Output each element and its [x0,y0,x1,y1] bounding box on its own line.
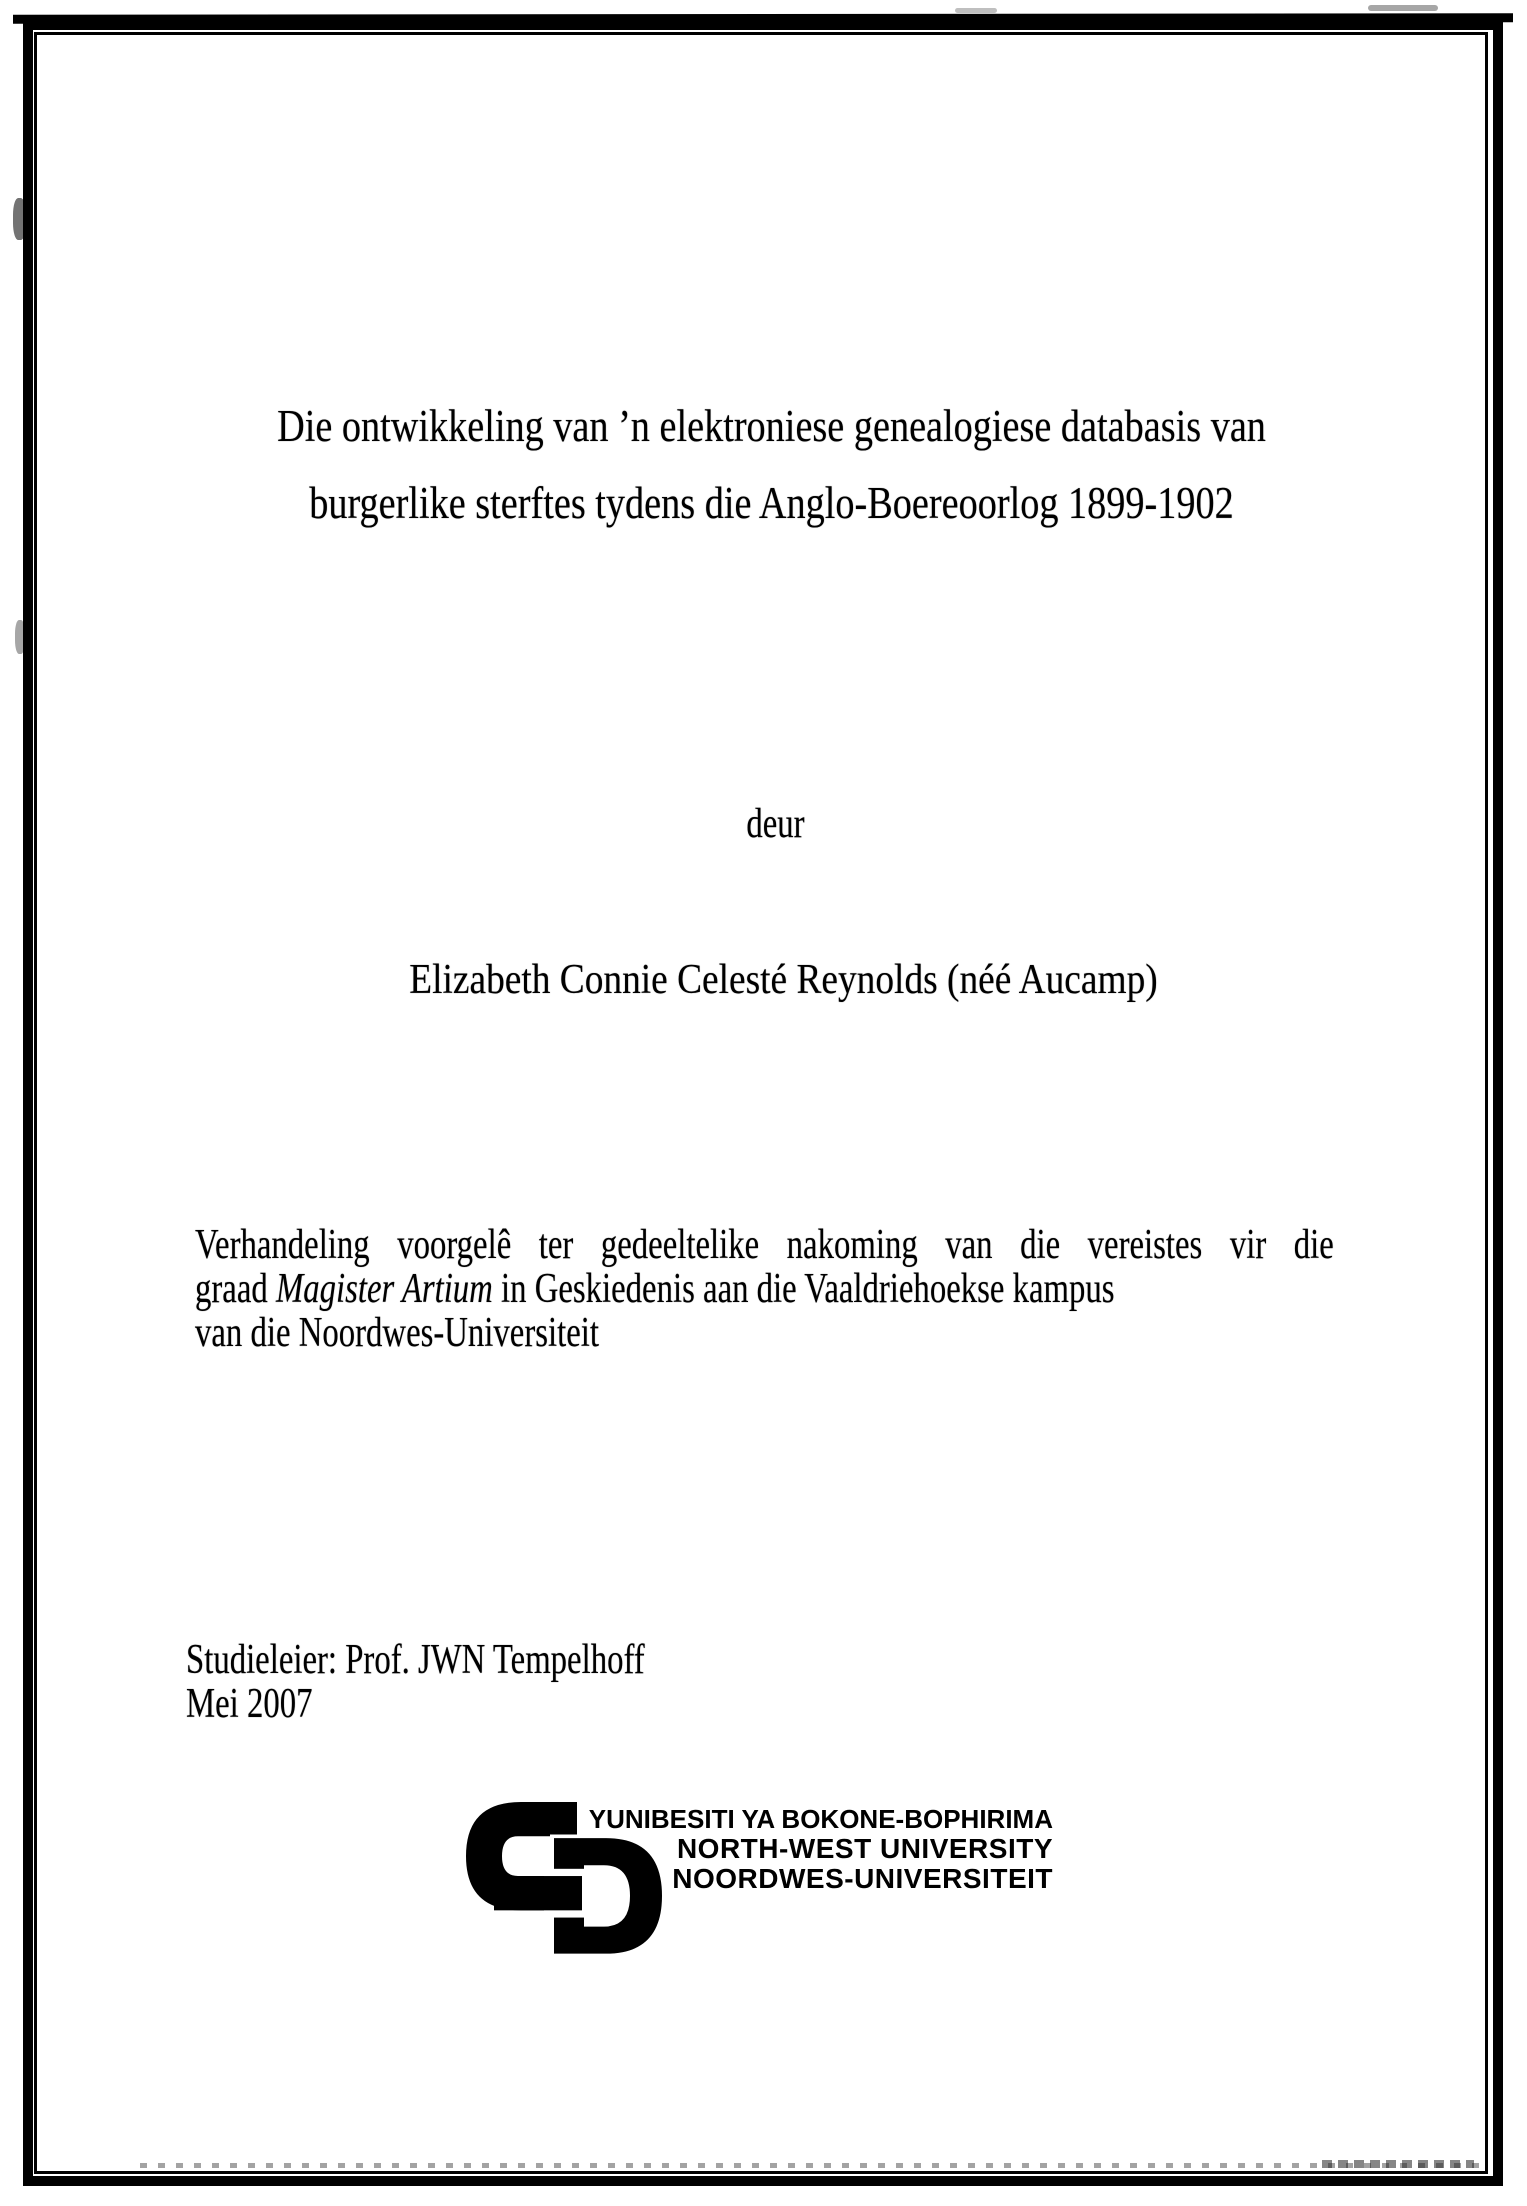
scan-artifact-speckles [1322,2160,1474,2168]
thesis-title-line-2: burgerlike sterftes tydens die Anglo-Boereoorlog 1899-1902 [309,478,1234,528]
scan-artifact-smudge [13,198,26,240]
logo-line-setswana: YUNIBESITI YA BOKONE-BOPHIRIMA [588,1804,1053,1834]
statement-line-2-degree-name: Magister Artium [275,1266,493,1312]
supervisor-line: Studieleier: Prof. JWN Tempelhoff [186,1637,645,1683]
statement-line-2 [195,1267,1334,1311]
statement-line-3: van die Noordwes-Universiteit [195,1310,599,1356]
byline-deur: deur [746,801,805,847]
statement-line-2-suffix: in Geskiedenis aan die Vaaldriehoekse kampus [492,1266,1115,1312]
scan-artifact-smudge [15,620,25,654]
statement-line-2-prefix: graad [195,1266,276,1312]
left-chain-link-arm [494,1876,582,1910]
date-line: Mei 2007 [186,1681,313,1727]
statement-line-1: Verhandeling voorgelê ter gedeeltelike nakoming van die vereistes vir die [195,1222,1334,1268]
degree-statement [195,1223,1334,1355]
author-name: Elizabeth Connie Celesté Reynolds (néé Aucamp) [409,957,1158,1003]
nwu-logo-text [583,1804,1053,1894]
scan-artifact-smudge [955,8,997,13]
thesis-title-line-1: Die ontwikkeling van ’n elektroniese genealogiese databasis van [277,401,1266,451]
logo-line-english: NORTH-WEST UNIVERSITY [676,1833,1053,1864]
scan-artifact-smudge [1368,5,1438,11]
logo-line-afrikaans: NOORDWES-UNIVERSITEIT [672,1863,1053,1894]
supervisor-block [186,1638,645,1726]
scan-artifact-speckles [140,2163,1480,2168]
